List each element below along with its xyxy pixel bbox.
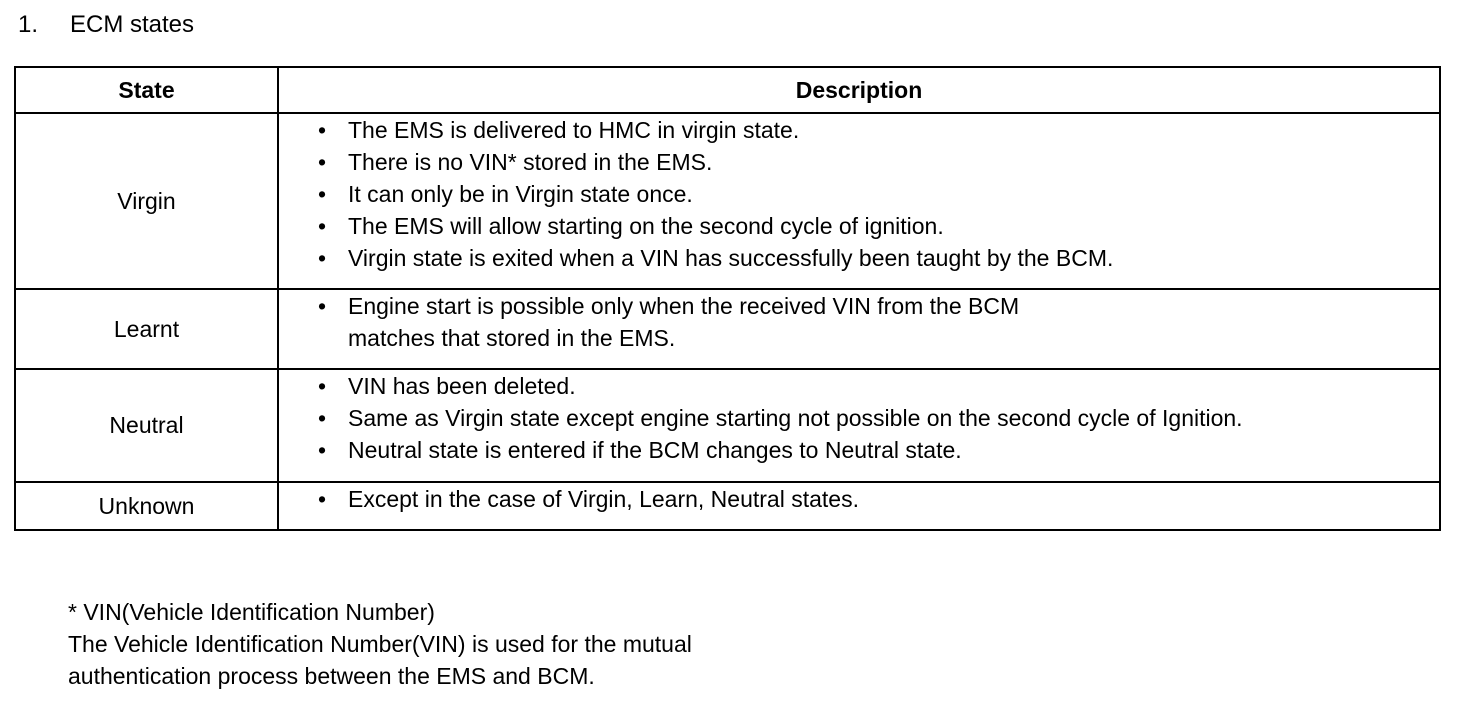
state-cell-neutral: Neutral [15, 369, 278, 482]
bullet-dot-icon: • [318, 117, 327, 143]
state-cell-unknown: Unknown [15, 482, 278, 530]
bullet-item [279, 242, 1439, 274]
bullet-dot-icon: • [318, 181, 327, 207]
table-row [15, 482, 1440, 530]
bullet-list [279, 483, 1439, 515]
vin-footnote [68, 596, 748, 692]
bullet-text: Engine start is possible only when the received VIN from the BCM matches that stored in the EMS. [348, 293, 1020, 351]
bullet-item [279, 178, 1439, 210]
bullet-dot-icon: • [318, 405, 327, 431]
description-cell [278, 113, 1440, 289]
bullet-dot-icon: • [318, 293, 327, 319]
bullet-item [279, 434, 1439, 466]
bullet-dot-icon: • [318, 373, 327, 399]
ecm-states-table [14, 66, 1441, 531]
bullet-dot-icon: • [318, 245, 327, 271]
footnote-title: * VIN(Vehicle Identification Number) [68, 599, 435, 625]
bullet-text: There is no VIN* stored in the EMS. [348, 149, 713, 175]
bullet-list [279, 370, 1439, 466]
description-cell [278, 369, 1440, 482]
bullet-text: The EMS is delivered to HMC in virgin state. [348, 117, 800, 143]
bullet-item [279, 210, 1439, 242]
section-title: ECM states [70, 11, 195, 38]
bullet-text: The EMS will allow starting on the second cycle of ignition. [348, 213, 944, 239]
section-heading [18, 10, 194, 40]
bullet-item [279, 483, 1439, 515]
bullet-text: Neutral state is entered if the BCM changes to Neutral state. [348, 437, 962, 463]
description-cell [278, 482, 1440, 530]
bullet-list [279, 114, 1439, 274]
bullet-text: Except in the case of Virgin, Learn, Neutral states. [348, 486, 859, 512]
bullet-text: Same as Virgin state except engine starting not possible on the second cycle of Ignition. [348, 405, 1243, 431]
table-row [15, 289, 1440, 369]
state-cell-learnt: Learnt [15, 289, 278, 369]
bullet-item [279, 146, 1439, 178]
bullet-dot-icon: • [318, 213, 327, 239]
table-header-row [15, 67, 1440, 113]
bullet-item [279, 114, 1439, 146]
bullet-item [279, 370, 1439, 402]
bullet-text: Virgin state is exited when a VIN has successfully been taught by the BCM. [348, 245, 1114, 271]
bullet-item [279, 402, 1439, 434]
bullet-list [279, 290, 1439, 354]
bullet-dot-icon: • [318, 437, 327, 463]
table-row [15, 369, 1440, 482]
bullet-dot-icon: • [318, 486, 327, 512]
bullet-dot-icon: • [318, 149, 327, 175]
section-number: 1. [18, 11, 39, 38]
footnote-body: The Vehicle Identification Number(VIN) is used for the mutual authentication process between the EMS and BCM. [68, 631, 692, 689]
bullet-text: VIN has been deleted. [348, 373, 576, 399]
bullet-item [279, 290, 1439, 354]
description-cell [278, 289, 1440, 369]
state-cell-virgin: Virgin [15, 113, 278, 289]
state-column-header: State [15, 67, 278, 113]
description-column-header: Description [278, 67, 1440, 113]
bullet-text: It can only be in Virgin state once. [348, 181, 693, 207]
table-row [15, 113, 1440, 289]
